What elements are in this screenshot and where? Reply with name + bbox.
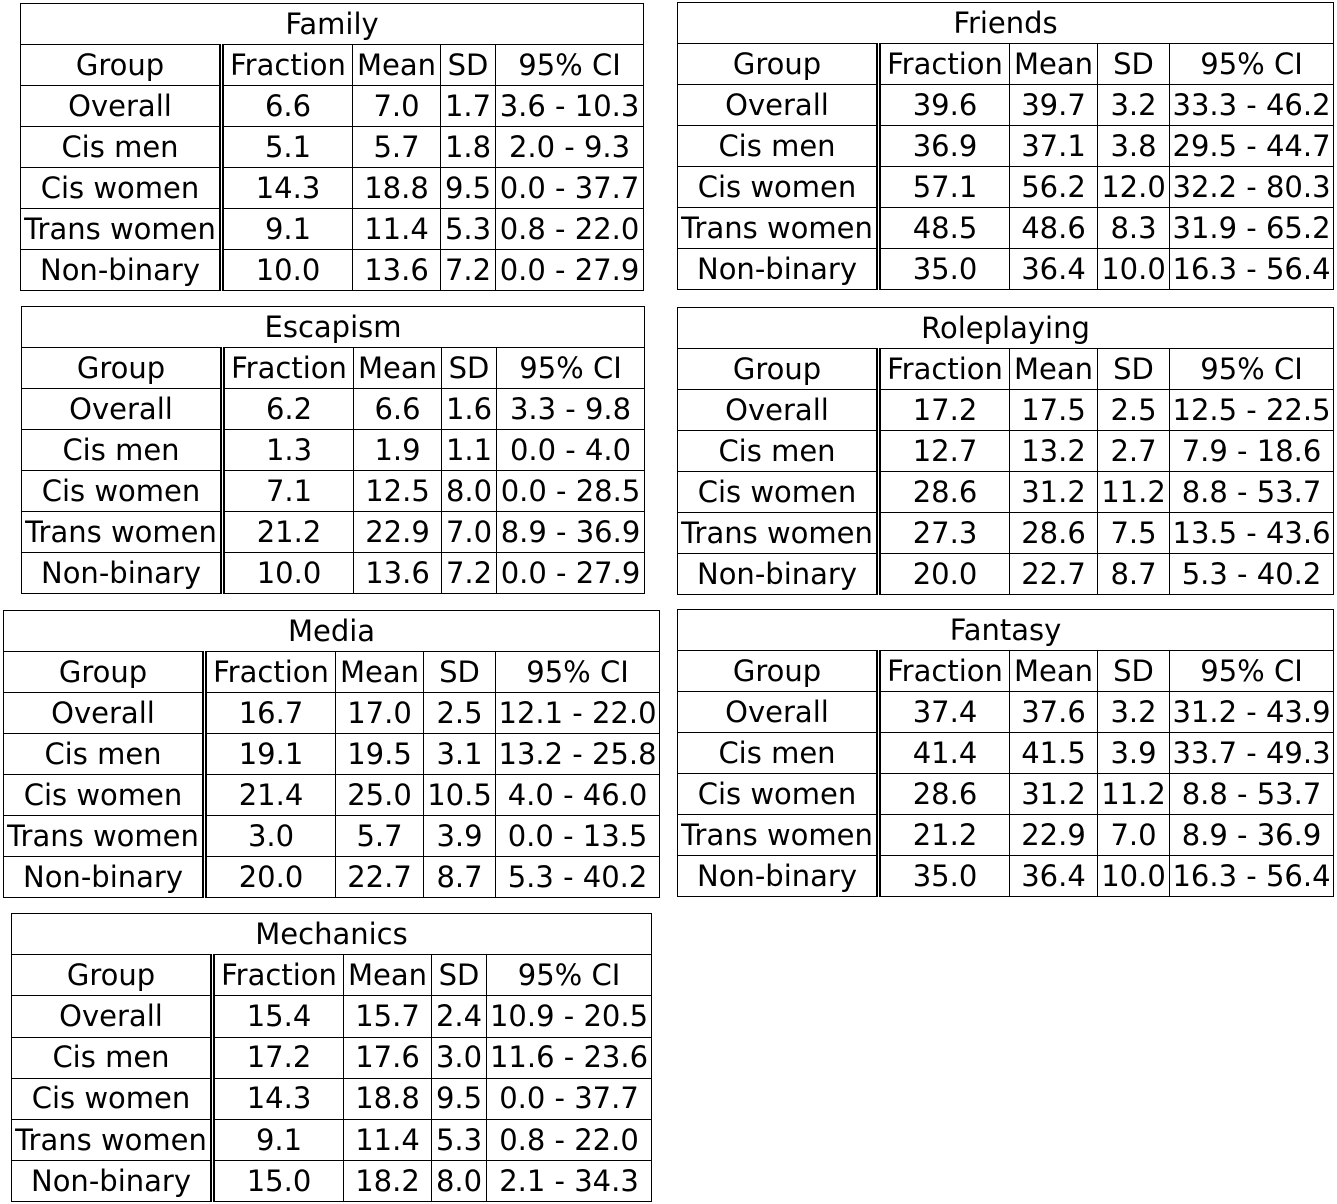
value-cell: 39.6 [879, 85, 1010, 126]
group-cell: Overall [21, 86, 222, 127]
column-header: Mean [336, 652, 424, 693]
group-cell: Non-binary [678, 249, 879, 290]
group-cell: Cis women [678, 167, 879, 208]
value-cell: 0.0 - 13.5 [496, 816, 660, 857]
table-row [21, 86, 644, 127]
value-cell: 8.8 - 53.7 [1170, 774, 1334, 815]
value-cell: 0.0 - 37.7 [496, 168, 644, 209]
value-cell: 28.6 [1010, 513, 1098, 554]
value-cell: 6.6 [222, 86, 353, 127]
friends-table [677, 2, 1334, 290]
table-title: Friends [678, 3, 1334, 44]
table-row [4, 775, 660, 816]
value-cell: 17.2 [879, 390, 1010, 431]
value-cell: 0.0 - 37.7 [487, 1078, 652, 1119]
value-cell: 11.4 [344, 1119, 432, 1160]
header-row [22, 348, 645, 389]
table-row [678, 513, 1334, 554]
value-cell: 28.6 [879, 472, 1010, 513]
value-cell: 13.2 - 25.8 [496, 734, 660, 775]
group-cell: Cis women [4, 775, 205, 816]
value-cell: 2.4 [432, 996, 487, 1037]
value-cell: 18.8 [344, 1078, 432, 1119]
value-cell: 21.4 [205, 775, 336, 816]
group-cell: Overall [678, 692, 879, 733]
table-row [22, 430, 645, 471]
value-cell: 37.6 [1010, 692, 1098, 733]
value-cell: 8.7 [1098, 554, 1170, 595]
value-cell: 13.2 [1010, 431, 1098, 472]
fantasy-table [677, 609, 1334, 897]
table-row [21, 209, 644, 250]
value-cell: 18.2 [344, 1161, 432, 1202]
group-cell: Non-binary [4, 857, 205, 898]
column-header: Group [21, 45, 222, 86]
value-cell: 7.0 [1098, 815, 1170, 856]
value-cell: 12.7 [879, 431, 1010, 472]
table-title: Mechanics [12, 914, 652, 955]
group-cell: Non-binary [21, 250, 222, 291]
value-cell: 10.9 - 20.5 [487, 996, 652, 1037]
column-header: SD [441, 45, 496, 86]
value-cell: 41.5 [1010, 733, 1098, 774]
value-cell: 17.5 [1010, 390, 1098, 431]
value-cell: 48.6 [1010, 208, 1098, 249]
column-header: Mean [354, 348, 442, 389]
value-cell: 10.5 [424, 775, 496, 816]
column-header: SD [442, 348, 497, 389]
value-cell: 21.2 [879, 815, 1010, 856]
value-cell: 8.0 [432, 1161, 487, 1202]
table-title: Escapism [22, 307, 645, 348]
value-cell: 6.2 [223, 389, 354, 430]
value-cell: 0.8 - 22.0 [496, 209, 644, 250]
value-cell: 13.5 - 43.6 [1170, 513, 1334, 554]
group-cell: Overall [22, 389, 223, 430]
value-cell: 5.7 [353, 127, 441, 168]
value-cell: 32.2 - 80.3 [1170, 167, 1334, 208]
table-row [678, 126, 1334, 167]
table-title: Fantasy [678, 610, 1334, 651]
value-cell: 9.5 [441, 168, 496, 209]
group-cell: Cis women [678, 472, 879, 513]
value-cell: 7.0 [442, 512, 497, 553]
value-cell: 10.0 [1098, 856, 1170, 897]
table-row [678, 431, 1334, 472]
value-cell: 2.0 - 9.3 [496, 127, 644, 168]
column-header: Fraction [205, 652, 336, 693]
value-cell: 11.6 - 23.6 [487, 1037, 652, 1078]
table-title: Media [4, 611, 660, 652]
value-cell: 1.1 [442, 430, 497, 471]
value-cell: 29.5 - 44.7 [1170, 126, 1334, 167]
group-cell: Overall [678, 85, 879, 126]
value-cell: 31.2 - 43.9 [1170, 692, 1334, 733]
group-cell: Cis men [12, 1037, 213, 1078]
value-cell: 3.2 [1098, 85, 1170, 126]
roleplaying-table [677, 307, 1334, 595]
value-cell: 33.7 - 49.3 [1170, 733, 1334, 774]
value-cell: 2.5 [1098, 390, 1170, 431]
group-cell: Trans women [678, 513, 879, 554]
table-row [22, 389, 645, 430]
value-cell: 9.1 [213, 1119, 344, 1160]
table-row [678, 774, 1334, 815]
value-cell: 11.2 [1098, 774, 1170, 815]
group-cell: Cis men [678, 126, 879, 167]
value-cell: 15.7 [344, 996, 432, 1037]
value-cell: 8.7 [424, 857, 496, 898]
value-cell: 3.6 - 10.3 [496, 86, 644, 127]
table-row [678, 856, 1334, 897]
value-cell: 17.0 [336, 693, 424, 734]
value-cell: 1.7 [441, 86, 496, 127]
value-cell: 57.1 [879, 167, 1010, 208]
column-header: SD [1098, 44, 1170, 85]
value-cell: 11.4 [353, 209, 441, 250]
value-cell: 48.5 [879, 208, 1010, 249]
group-cell: Cis women [678, 774, 879, 815]
header-row [678, 44, 1334, 85]
value-cell: 7.0 [353, 86, 441, 127]
column-header: Group [22, 348, 223, 389]
value-cell: 14.3 [222, 168, 353, 209]
value-cell: 5.1 [222, 127, 353, 168]
table-row [678, 167, 1334, 208]
table-row [12, 1078, 652, 1119]
table-row [22, 512, 645, 553]
value-cell: 1.9 [354, 430, 442, 471]
header-row [678, 651, 1334, 692]
table-row [22, 471, 645, 512]
column-header: Mean [344, 955, 432, 996]
group-cell: Cis men [21, 127, 222, 168]
header-row [12, 955, 652, 996]
group-cell: Trans women [678, 815, 879, 856]
value-cell: 56.2 [1010, 167, 1098, 208]
group-cell: Cis women [21, 168, 222, 209]
value-cell: 0.8 - 22.0 [487, 1119, 652, 1160]
value-cell: 3.0 [432, 1037, 487, 1078]
value-cell: 25.0 [336, 775, 424, 816]
value-cell: 33.3 - 46.2 [1170, 85, 1334, 126]
column-header: Mean [1010, 349, 1098, 390]
value-cell: 2.5 [424, 693, 496, 734]
value-cell: 16.7 [205, 693, 336, 734]
table-row [22, 553, 645, 594]
value-cell: 9.5 [432, 1078, 487, 1119]
value-cell: 20.0 [879, 554, 1010, 595]
value-cell: 1.6 [442, 389, 497, 430]
value-cell: 7.2 [442, 553, 497, 594]
column-header: Group [4, 652, 205, 693]
value-cell: 8.8 - 53.7 [1170, 472, 1334, 513]
value-cell: 0.0 - 4.0 [497, 430, 645, 471]
value-cell: 36.4 [1010, 856, 1098, 897]
value-cell: 21.2 [223, 512, 354, 553]
value-cell: 39.7 [1010, 85, 1098, 126]
group-cell: Cis women [22, 471, 223, 512]
value-cell: 7.2 [441, 250, 496, 291]
column-header: Fraction [223, 348, 354, 389]
value-cell: 35.0 [879, 856, 1010, 897]
value-cell: 3.9 [424, 816, 496, 857]
column-header: Fraction [879, 44, 1010, 85]
value-cell: 22.7 [336, 857, 424, 898]
value-cell: 6.6 [354, 389, 442, 430]
table-row [12, 1119, 652, 1160]
group-cell: Cis women [12, 1078, 213, 1119]
column-header: Group [678, 349, 879, 390]
column-header: Mean [353, 45, 441, 86]
value-cell: 16.3 - 56.4 [1170, 249, 1334, 290]
group-cell: Non-binary [22, 553, 223, 594]
value-cell: 8.0 [442, 471, 497, 512]
column-header: SD [432, 955, 487, 996]
table-row [12, 996, 652, 1037]
value-cell: 1.3 [223, 430, 354, 471]
group-cell: Overall [678, 390, 879, 431]
table-row [678, 472, 1334, 513]
value-cell: 16.3 - 56.4 [1170, 856, 1334, 897]
header-row [21, 45, 644, 86]
value-cell: 4.0 - 46.0 [496, 775, 660, 816]
table-row [678, 85, 1334, 126]
value-cell: 35.0 [879, 249, 1010, 290]
table-row [12, 1037, 652, 1078]
column-header: Mean [1010, 651, 1098, 692]
value-cell: 7.9 - 18.6 [1170, 431, 1334, 472]
family-table [20, 3, 644, 291]
value-cell: 36.4 [1010, 249, 1098, 290]
table-row [4, 816, 660, 857]
value-cell: 12.0 [1098, 167, 1170, 208]
column-header: Mean [1010, 44, 1098, 85]
group-cell: Cis men [22, 430, 223, 471]
group-cell: Trans women [4, 816, 205, 857]
value-cell: 8.3 [1098, 208, 1170, 249]
column-header: 95% CI [487, 955, 652, 996]
value-cell: 36.9 [879, 126, 1010, 167]
value-cell: 28.6 [879, 774, 1010, 815]
value-cell: 3.9 [1098, 733, 1170, 774]
column-header: Fraction [879, 651, 1010, 692]
table-row [21, 168, 644, 209]
value-cell: 0.0 - 28.5 [497, 471, 645, 512]
value-cell: 19.5 [336, 734, 424, 775]
group-cell: Overall [4, 693, 205, 734]
column-header: 95% CI [496, 652, 660, 693]
table-row [678, 390, 1334, 431]
value-cell: 11.2 [1098, 472, 1170, 513]
value-cell: 31.2 [1010, 472, 1098, 513]
value-cell: 7.5 [1098, 513, 1170, 554]
value-cell: 3.3 - 9.8 [497, 389, 645, 430]
value-cell: 5.3 - 40.2 [496, 857, 660, 898]
column-header: 95% CI [1170, 349, 1334, 390]
column-header: Fraction [222, 45, 353, 86]
value-cell: 5.3 [441, 209, 496, 250]
table-row [4, 734, 660, 775]
value-cell: 41.4 [879, 733, 1010, 774]
column-header: 95% CI [496, 45, 644, 86]
group-cell: Trans women [678, 208, 879, 249]
table-row [678, 249, 1334, 290]
column-header: Group [678, 44, 879, 85]
mechanics-table [11, 913, 652, 1202]
group-cell: Trans women [22, 512, 223, 553]
group-cell: Cis men [4, 734, 205, 775]
value-cell: 22.7 [1010, 554, 1098, 595]
value-cell: 12.1 - 22.0 [496, 693, 660, 734]
value-cell: 10.0 [222, 250, 353, 291]
value-cell: 10.0 [223, 553, 354, 594]
table-row [21, 127, 644, 168]
value-cell: 15.4 [213, 996, 344, 1037]
value-cell: 3.8 [1098, 126, 1170, 167]
table-row [678, 692, 1334, 733]
value-cell: 17.6 [344, 1037, 432, 1078]
group-cell: Non-binary [678, 856, 879, 897]
value-cell: 14.3 [213, 1078, 344, 1119]
value-cell: 0.0 - 27.9 [496, 250, 644, 291]
value-cell: 5.3 - 40.2 [1170, 554, 1334, 595]
table-row [12, 1161, 652, 1202]
value-cell: 15.0 [213, 1161, 344, 1202]
value-cell: 2.7 [1098, 431, 1170, 472]
column-header: Fraction [879, 349, 1010, 390]
table-title: Roleplaying [678, 308, 1334, 349]
value-cell: 37.4 [879, 692, 1010, 733]
value-cell: 13.6 [354, 553, 442, 594]
value-cell: 17.2 [213, 1037, 344, 1078]
group-cell: Cis men [678, 431, 879, 472]
value-cell: 27.3 [879, 513, 1010, 554]
value-cell: 18.8 [353, 168, 441, 209]
group-cell: Overall [12, 996, 213, 1037]
column-header: SD [1098, 349, 1170, 390]
value-cell: 1.8 [441, 127, 496, 168]
column-header: Group [678, 651, 879, 692]
group-cell: Cis men [678, 733, 879, 774]
column-header: SD [424, 652, 496, 693]
table-row [678, 208, 1334, 249]
media-table [3, 610, 660, 898]
value-cell: 3.1 [424, 734, 496, 775]
value-cell: 8.9 - 36.9 [1170, 815, 1334, 856]
escapism-table [21, 306, 645, 594]
table-row [4, 693, 660, 734]
value-cell: 22.9 [1010, 815, 1098, 856]
table-title: Family [21, 4, 644, 45]
value-cell: 22.9 [354, 512, 442, 553]
table-row [678, 733, 1334, 774]
group-cell: Non-binary [678, 554, 879, 595]
table-row [678, 815, 1334, 856]
group-cell: Trans women [21, 209, 222, 250]
value-cell: 3.0 [205, 816, 336, 857]
value-cell: 9.1 [222, 209, 353, 250]
column-header: 95% CI [1170, 651, 1334, 692]
value-cell: 3.2 [1098, 692, 1170, 733]
value-cell: 13.6 [353, 250, 441, 291]
value-cell: 10.0 [1098, 249, 1170, 290]
header-row [4, 652, 660, 693]
column-header: Fraction [213, 955, 344, 996]
value-cell: 5.3 [432, 1119, 487, 1160]
column-header: 95% CI [1170, 44, 1334, 85]
column-header: Group [12, 955, 213, 996]
table-row [678, 554, 1334, 595]
value-cell: 37.1 [1010, 126, 1098, 167]
column-header: SD [1098, 651, 1170, 692]
value-cell: 12.5 - 22.5 [1170, 390, 1334, 431]
value-cell: 5.7 [336, 816, 424, 857]
value-cell: 19.1 [205, 734, 336, 775]
header-row [678, 349, 1334, 390]
column-header: 95% CI [497, 348, 645, 389]
value-cell: 8.9 - 36.9 [497, 512, 645, 553]
group-cell: Non-binary [12, 1161, 213, 1202]
table-row [4, 857, 660, 898]
value-cell: 20.0 [205, 857, 336, 898]
value-cell: 7.1 [223, 471, 354, 512]
group-cell: Trans women [12, 1119, 213, 1160]
value-cell: 31.9 - 65.2 [1170, 208, 1334, 249]
value-cell: 2.1 - 34.3 [487, 1161, 652, 1202]
value-cell: 31.2 [1010, 774, 1098, 815]
value-cell: 12.5 [354, 471, 442, 512]
value-cell: 0.0 - 27.9 [497, 553, 645, 594]
table-row [21, 250, 644, 291]
